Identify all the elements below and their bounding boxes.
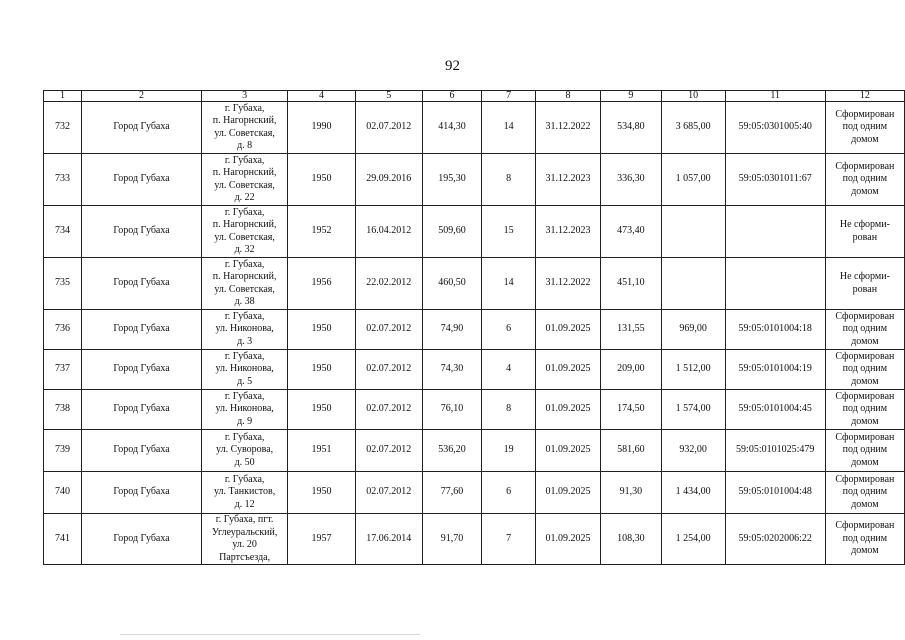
table-row: [44, 514, 905, 565]
municipality-cell: Город Губаха: [81, 430, 201, 472]
cadastral-number-cell: 59:05:0301011:67: [725, 154, 825, 206]
cadastral-number-cell: [725, 206, 825, 258]
cadastral-number-cell: 59:05:0202006:22: [725, 514, 825, 565]
area-cell: 414,30: [422, 102, 481, 154]
table-row: [44, 430, 905, 472]
cadastral-number-cell: 59:05:0101004:48: [725, 472, 825, 514]
column-number: 12: [825, 91, 904, 102]
land-area-cell: 969,00: [661, 310, 725, 350]
row-number-cell: 741: [44, 514, 82, 565]
year-cell: 1950: [288, 350, 356, 390]
column-number: 4: [288, 91, 356, 102]
column-number: 2: [81, 91, 201, 102]
address-cell: г. Губаха, ул. Никонова, д. 9: [202, 390, 288, 430]
address-cell: г. Губаха, пгт. Углеуральский, ул. 20 Партсъезда,: [202, 514, 288, 565]
column-number: 1: [44, 91, 82, 102]
land-status-cell: Сформирован под одним домом: [825, 430, 904, 472]
land-area-cell: [661, 206, 725, 258]
area-cell: 77,60: [422, 472, 481, 514]
deadline-cell: 31.12.2022: [535, 102, 600, 154]
area-cell: 460,50: [422, 258, 481, 310]
municipality-cell: Город Губаха: [81, 154, 201, 206]
land-status-cell: Не сформи- рован: [825, 258, 904, 310]
municipality-cell: Город Губаха: [81, 258, 201, 310]
area-cell: 536,20: [422, 430, 481, 472]
table-row: [44, 206, 905, 258]
residents-cell: 4: [482, 350, 536, 390]
area-cell: 108,30: [601, 514, 661, 565]
year-cell: 1950: [288, 390, 356, 430]
year-cell: 1957: [288, 514, 356, 565]
cadastral-number-cell: 59:05:0101004:45: [725, 390, 825, 430]
cadastral-number-cell: [725, 258, 825, 310]
municipality-cell: Город Губаха: [81, 390, 201, 430]
column-number-row: [44, 91, 905, 102]
row-number-cell: 733: [44, 154, 82, 206]
area-cell: 451,10: [601, 258, 661, 310]
address-cell: г. Губаха, п. Нагорнский, ул. Советская, д. 38: [202, 258, 288, 310]
year-cell: 1951: [288, 430, 356, 472]
land-status-cell: Сформирован под одним домом: [825, 350, 904, 390]
date-cell: 16.04.2012: [355, 206, 422, 258]
cadastral-number-cell: 59:05:0101004:19: [725, 350, 825, 390]
municipality-cell: Город Губаха: [81, 472, 201, 514]
address-cell: г. Губаха, ул. Суворова, д. 50: [202, 430, 288, 472]
date-cell: 02.07.2012: [355, 350, 422, 390]
column-number: 9: [601, 91, 661, 102]
land-status-cell: Сформирован под одним домом: [825, 154, 904, 206]
column-number: 6: [422, 91, 481, 102]
address-cell: г. Губаха, п. Нагорнский, ул. Советская, д. 8: [202, 102, 288, 154]
deadline-cell: 01.09.2025: [535, 472, 600, 514]
year-cell: 1950: [288, 310, 356, 350]
deadline-cell: 31.12.2023: [535, 154, 600, 206]
deadline-cell: 01.09.2025: [535, 430, 600, 472]
date-cell: 02.07.2012: [355, 102, 422, 154]
scan-edge-mark: [120, 634, 420, 635]
land-area-cell: 1 574,00: [661, 390, 725, 430]
row-number-cell: 732: [44, 102, 82, 154]
municipality-cell: Город Губаха: [81, 310, 201, 350]
row-number-cell: 737: [44, 350, 82, 390]
area-cell: 336,30: [601, 154, 661, 206]
area-cell: 76,10: [422, 390, 481, 430]
area-cell: 91,30: [601, 472, 661, 514]
date-cell: 02.07.2012: [355, 472, 422, 514]
residents-cell: 15: [482, 206, 536, 258]
row-number-cell: 735: [44, 258, 82, 310]
residents-cell: 8: [482, 154, 536, 206]
land-area-cell: 1 434,00: [661, 472, 725, 514]
area-cell: 174,50: [601, 390, 661, 430]
year-cell: 1952: [288, 206, 356, 258]
land-status-cell: Сформирован под одним домом: [825, 102, 904, 154]
land-area-cell: 3 685,00: [661, 102, 725, 154]
land-area-cell: [661, 258, 725, 310]
address-cell: г. Губаха, п. Нагорнский, ул. Советская, д. 22: [202, 154, 288, 206]
cadastral-number-cell: 59:05:0301005:40: [725, 102, 825, 154]
residents-cell: 14: [482, 102, 536, 154]
deadline-cell: 01.09.2025: [535, 310, 600, 350]
deadline-cell: 01.09.2025: [535, 390, 600, 430]
cadastral-number-cell: 59:05:0101004:18: [725, 310, 825, 350]
area-cell: 74,90: [422, 310, 481, 350]
area-cell: 581,60: [601, 430, 661, 472]
land-area-cell: 1 057,00: [661, 154, 725, 206]
row-number-cell: 736: [44, 310, 82, 350]
land-status-cell: Сформирован под одним домом: [825, 310, 904, 350]
residents-cell: 14: [482, 258, 536, 310]
year-cell: 1950: [288, 154, 356, 206]
deadline-cell: 01.09.2025: [535, 514, 600, 565]
land-status-cell: Не сформи- рован: [825, 206, 904, 258]
address-cell: г. Губаха, ул. Танкистов, д. 12: [202, 472, 288, 514]
municipality-cell: Город Губаха: [81, 206, 201, 258]
address-cell: г. Губаха, ул. Никонова, д. 5: [202, 350, 288, 390]
date-cell: 02.07.2012: [355, 430, 422, 472]
cadastral-number-cell: 59:05:0101025:479: [725, 430, 825, 472]
date-cell: 02.07.2012: [355, 310, 422, 350]
area-cell: 195,30: [422, 154, 481, 206]
land-area-cell: 1 512,00: [661, 350, 725, 390]
table-row: [44, 310, 905, 350]
address-cell: г. Губаха, п. Нагорнский, ул. Советская, д. 32: [202, 206, 288, 258]
area-cell: 534,80: [601, 102, 661, 154]
deadline-cell: 01.09.2025: [535, 350, 600, 390]
residents-cell: 6: [482, 310, 536, 350]
land-status-cell: Сформирован под одним домом: [825, 514, 904, 565]
column-number: 10: [661, 91, 725, 102]
area-cell: 509,60: [422, 206, 481, 258]
column-number: 7: [482, 91, 536, 102]
municipality-cell: Город Губаха: [81, 102, 201, 154]
residents-cell: 7: [482, 514, 536, 565]
row-number-cell: 738: [44, 390, 82, 430]
residents-cell: 19: [482, 430, 536, 472]
area-cell: 91,70: [422, 514, 481, 565]
year-cell: 1950: [288, 472, 356, 514]
deadline-cell: 31.12.2022: [535, 258, 600, 310]
table-row: [44, 102, 905, 154]
column-number: 8: [535, 91, 600, 102]
year-cell: 1956: [288, 258, 356, 310]
row-number-cell: 734: [44, 206, 82, 258]
housing-registry-table: [43, 90, 905, 565]
row-number-cell: 740: [44, 472, 82, 514]
table-row: [44, 258, 905, 310]
column-number: 3: [202, 91, 288, 102]
column-number: 11: [725, 91, 825, 102]
land-area-cell: 932,00: [661, 430, 725, 472]
land-area-cell: 1 254,00: [661, 514, 725, 565]
table-row: [44, 154, 905, 206]
area-cell: 74,30: [422, 350, 481, 390]
page-number: 92: [445, 58, 460, 74]
area-cell: 473,40: [601, 206, 661, 258]
date-cell: 02.07.2012: [355, 390, 422, 430]
date-cell: 22.02.2012: [355, 258, 422, 310]
table-row: [44, 350, 905, 390]
residents-cell: 6: [482, 472, 536, 514]
table-row: [44, 472, 905, 514]
residents-cell: 8: [482, 390, 536, 430]
land-status-cell: Сформирован под одним домом: [825, 390, 904, 430]
date-cell: 29.09.2016: [355, 154, 422, 206]
column-number: 5: [355, 91, 422, 102]
row-number-cell: 739: [44, 430, 82, 472]
date-cell: 17.06.2014: [355, 514, 422, 565]
area-cell: 209,00: [601, 350, 661, 390]
table-row: [44, 390, 905, 430]
deadline-cell: 31.12.2023: [535, 206, 600, 258]
area-cell: 131,55: [601, 310, 661, 350]
year-cell: 1990: [288, 102, 356, 154]
address-cell: г. Губаха, ул. Никонова, д. 3: [202, 310, 288, 350]
land-status-cell: Сформирован под одним домом: [825, 472, 904, 514]
municipality-cell: Город Губаха: [81, 514, 201, 565]
municipality-cell: Город Губаха: [81, 350, 201, 390]
